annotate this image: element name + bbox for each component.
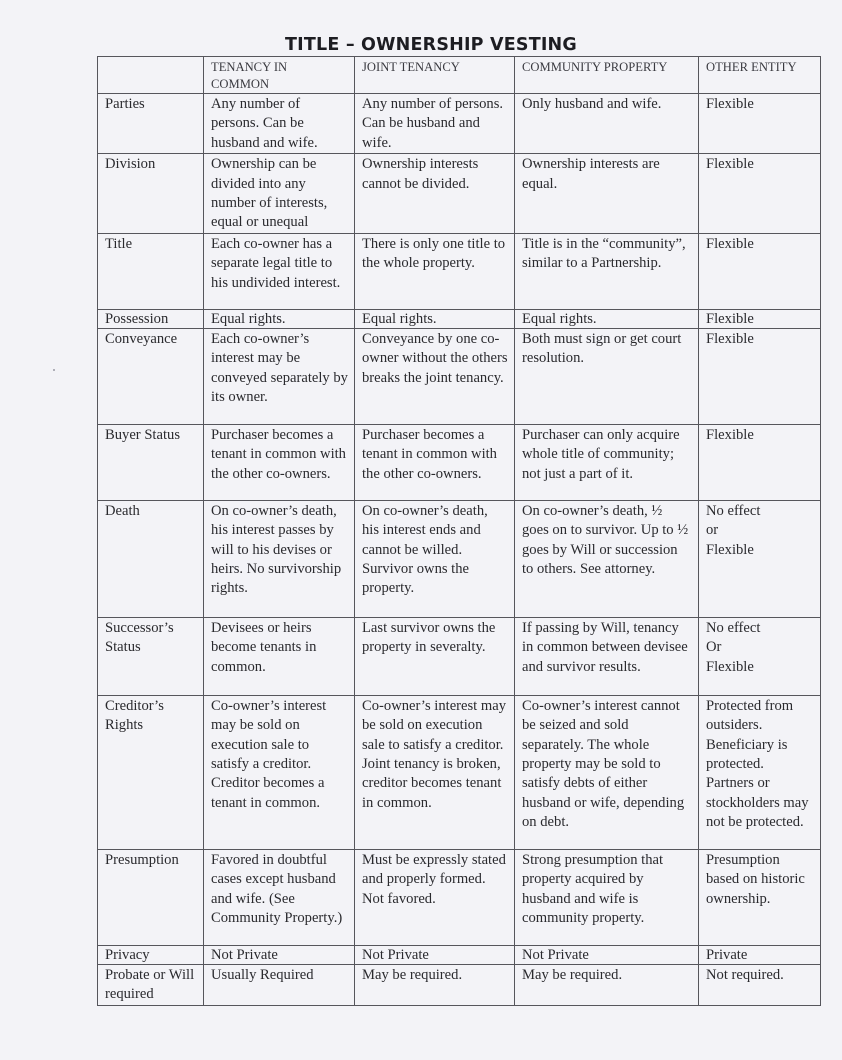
cell-joint-tenancy: Conveyance by one co-owner without the others breaks the joint tenancy.: [355, 328, 515, 424]
row-label: Death: [98, 500, 204, 617]
table-row-death: [98, 500, 821, 617]
header-row: [98, 57, 821, 94]
cell-community-property: Title is in the “community”, similar to a Partnership.: [515, 233, 699, 309]
document-title: TITLE – OWNERSHIP VESTING: [285, 35, 577, 55]
cell-other-entity: Presumption based on historic ownership.: [699, 849, 821, 945]
cell-community-property: Only husband and wife.: [515, 94, 699, 154]
cell-tenancy-in-common: Not Private: [204, 945, 355, 964]
table-row-probate-or-will-required: [98, 964, 821, 1005]
header-community-property: COMMUNITY PROPERTY: [515, 57, 699, 94]
table-row-parties: [98, 94, 821, 154]
cell-community-property: Co-owner’s interest cannot be seized and sold separately. The whole property may be sold to satisfy debts of either husband or wife, depending on debt.: [515, 695, 699, 849]
cell-tenancy-in-common: Purchaser becomes a tenant in common with the other co-owners.: [204, 424, 355, 500]
cell-community-property: Both must sign or get court resolution.: [515, 328, 699, 424]
cell-tenancy-in-common: Any number of persons. Can be husband and wife.: [204, 94, 355, 154]
cell-joint-tenancy: Not Private: [355, 945, 515, 964]
cell-joint-tenancy: Purchaser becomes a tenant in common with the other co-owners.: [355, 424, 515, 500]
row-label: Probate or Will required: [98, 964, 204, 1005]
table-row-conveyance: [98, 328, 821, 424]
row-label: Title: [98, 233, 204, 309]
header-other-entity: OTHER ENTITY: [699, 57, 821, 94]
cell-other-entity: No effect or Flexible: [699, 500, 821, 617]
cell-community-property: Equal rights.: [515, 309, 699, 328]
cell-joint-tenancy: Co-owner’s interest may be sold on execution sale to satisfy a creditor. Joint tenancy is broken, creditor becomes tenant in common.: [355, 695, 515, 849]
cell-other-entity: Flexible: [699, 328, 821, 424]
cell-joint-tenancy: Last survivor owns the property in severalty.: [355, 617, 515, 695]
ownership-vesting-table: [97, 56, 821, 1006]
cell-other-entity: No effect Or Flexible: [699, 617, 821, 695]
cell-community-property: Purchaser can only acquire whole title of community; not just a part of it.: [515, 424, 699, 500]
cell-joint-tenancy: There is only one title to the whole property.: [355, 233, 515, 309]
cell-other-entity: Not required.: [699, 964, 821, 1005]
table-row-presumption: [98, 849, 821, 945]
cell-tenancy-in-common: Equal rights.: [204, 309, 355, 328]
cell-community-property: If passing by Will, tenancy in common between devisee and survivor results.: [515, 617, 699, 695]
cell-other-entity: Flexible: [699, 233, 821, 309]
table-row-privacy: [98, 945, 821, 964]
cell-joint-tenancy: On co-owner’s death, his interest ends and cannot be willed. Survivor owns the property.: [355, 500, 515, 617]
table-row-division: [98, 154, 821, 234]
table-row-successors-status: [98, 617, 821, 695]
cell-tenancy-in-common: Each co-owner has a separate legal title to his undivided interest.: [204, 233, 355, 309]
cell-joint-tenancy: Any number of persons. Can be husband and wife.: [355, 94, 515, 154]
row-label: Possession: [98, 309, 204, 328]
cell-other-entity: Flexible: [699, 424, 821, 500]
cell-tenancy-in-common: Favored in doubtful cases except husband and wife. (See Community Property.): [204, 849, 355, 945]
table-row-creditors-rights: [98, 695, 821, 849]
table-row-title: [98, 233, 821, 309]
cell-tenancy-in-common: Co-owner’s interest may be sold on execution sale to satisfy a creditor. Creditor becomes a tenant in common.: [204, 695, 355, 849]
cell-community-property: May be required.: [515, 964, 699, 1005]
cell-other-entity: Private: [699, 945, 821, 964]
table-row-buyer-status: [98, 424, 821, 500]
cell-community-property: On co-owner’s death, ½ goes on to survivor. Up to ½ goes by Will or succession to others. See attorney.: [515, 500, 699, 617]
scan-speck: [53, 369, 55, 371]
cell-other-entity: Flexible: [699, 154, 821, 234]
cell-community-property: Not Private: [515, 945, 699, 964]
row-label: Division: [98, 154, 204, 234]
header-tenancy-in-common: TENANCY IN COMMON: [204, 57, 355, 94]
row-label: Parties: [98, 94, 204, 154]
table-row-possession: [98, 309, 821, 328]
row-label: Buyer Status: [98, 424, 204, 500]
cell-other-entity: Flexible: [699, 309, 821, 328]
cell-tenancy-in-common: Ownership can be divided into any number of interests, equal or unequal: [204, 154, 355, 234]
cell-tenancy-in-common: On co-owner’s death, his interest passes by will to his devises or heirs. No survivorship rights.: [204, 500, 355, 617]
cell-tenancy-in-common: Each co-owner’s interest may be conveyed separately by its owner.: [204, 328, 355, 424]
cell-other-entity: Flexible: [699, 94, 821, 154]
cell-other-entity: Protected from outsiders. Beneficiary is protected. Partners or stockholders may not be protected.: [699, 695, 821, 849]
cell-community-property: Ownership interests are equal.: [515, 154, 699, 234]
row-label: Conveyance: [98, 328, 204, 424]
cell-joint-tenancy: Equal rights.: [355, 309, 515, 328]
cell-joint-tenancy: May be required.: [355, 964, 515, 1005]
header-corner: [98, 57, 204, 94]
cell-joint-tenancy: Ownership interests cannot be divided.: [355, 154, 515, 234]
row-label: Creditor’s Rights: [98, 695, 204, 849]
header-joint-tenancy: JOINT TENANCY: [355, 57, 515, 94]
row-label: Successor’s Status: [98, 617, 204, 695]
cell-tenancy-in-common: Devisees or heirs become tenants in common.: [204, 617, 355, 695]
cell-joint-tenancy: Must be expressly stated and properly formed. Not favored.: [355, 849, 515, 945]
row-label: Presumption: [98, 849, 204, 945]
cell-tenancy-in-common: Usually Required: [204, 964, 355, 1005]
row-label: Privacy: [98, 945, 204, 964]
cell-community-property: Strong presumption that property acquired by husband and wife is community property.: [515, 849, 699, 945]
